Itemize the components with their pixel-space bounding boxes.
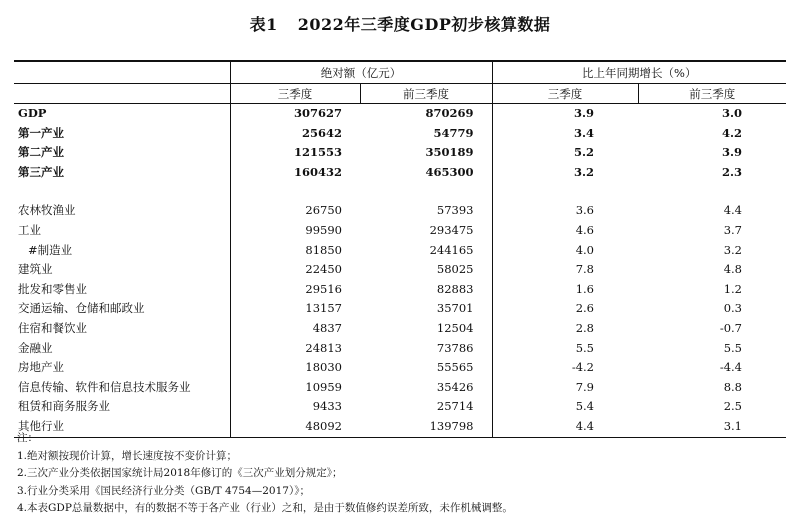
cell-q3-abs: 307627: [230, 104, 360, 124]
cell-ytd-abs: 244165: [429, 242, 474, 257]
corner-header: [14, 61, 230, 84]
table-row: [14, 319, 786, 339]
spacer-cell: [638, 182, 786, 201]
cell-ytd-growth: 4.8: [723, 262, 742, 277]
gdp-table: [14, 60, 786, 438]
note-line: 1.绝对额按现价计算，增长速度按不变价计算；: [17, 449, 238, 462]
spacer-cell: [492, 182, 638, 201]
absolute-value-header: 绝对额（亿元）: [230, 61, 492, 84]
cell-ytd-abs: 35426: [436, 379, 474, 394]
cell-q3-growth: 2.8: [492, 319, 638, 339]
row-label: 建筑业: [18, 262, 53, 277]
row-label: 交通运输、仓储和邮政业: [18, 301, 145, 316]
cell-ytd-growth: 3.0: [721, 106, 742, 120]
cell-q3-abs: 99590: [230, 221, 360, 241]
row-label: 第三产业: [18, 164, 64, 179]
cell-ytd-growth: 4.4: [723, 203, 742, 218]
table-notes: [17, 430, 513, 518]
col-header-ytd-abs: 前三季度: [360, 84, 492, 104]
table-row: [14, 143, 786, 163]
growth-rate-header: 比上年同期增长（%）: [492, 61, 786, 84]
cell-ytd-abs: 73786: [436, 340, 474, 355]
row-label: 金融业: [18, 340, 53, 355]
col-header-ytd-growth: 前三季度: [638, 84, 786, 104]
table-row: [14, 201, 786, 221]
row-label: 批发和零售业: [18, 281, 87, 296]
cell-ytd-abs: 58025: [436, 262, 474, 277]
cell-ytd-growth: 3.1: [638, 417, 786, 437]
table-row: [14, 163, 786, 183]
cell-q3-abs: 48092: [230, 417, 360, 437]
cell-ytd-abs: 293475: [429, 222, 474, 237]
cell-ytd-abs: 55565: [436, 360, 474, 375]
spacer-cell: [230, 182, 360, 201]
col-header-q3-growth: 三季度: [492, 84, 638, 104]
cell-ytd-abs: 139798: [360, 417, 492, 437]
spacer-cell: [360, 182, 492, 201]
cell-q3-growth: 7.8: [492, 260, 638, 280]
cell-q3-growth: 3.6: [492, 201, 638, 221]
note-line: 3.行业分类采用《国民经济行业分类（GB/T 4754—2017）》；: [17, 484, 310, 497]
cell-ytd-abs: 350189: [425, 145, 474, 160]
row-label: 第二产业: [18, 145, 64, 160]
cell-q3-growth: 4.6: [492, 221, 638, 241]
table-row: [14, 280, 786, 300]
cell-ytd-growth: 3.7: [723, 222, 742, 237]
cell-q3-abs: 121553: [230, 143, 360, 163]
table-row: [14, 358, 786, 378]
table-row: [14, 221, 786, 241]
cell-q3-growth: 4.0: [492, 241, 638, 261]
cell-ytd-abs: 12504: [436, 320, 474, 335]
row-label: GDP: [18, 106, 47, 120]
cell-ytd-growth: 3.2: [723, 242, 742, 257]
cell-q3-abs: 26750: [230, 201, 360, 221]
spacer-cell: [14, 182, 230, 201]
cell-ytd-growth: -4.4: [719, 360, 742, 375]
row-label: 房地产业: [18, 360, 64, 375]
cell-ytd-abs: 54779: [433, 125, 474, 140]
cell-ytd-growth: 3.9: [721, 145, 742, 160]
cell-ytd-abs: 25714: [436, 399, 474, 414]
cell-q3-growth: 7.9: [492, 378, 638, 398]
cell-q3-growth: 5.2: [492, 143, 638, 163]
table-title-text: 2022年三季度GDP初步核算数据: [297, 15, 551, 34]
cell-ytd-growth: 0.3: [723, 301, 742, 316]
cell-q3-growth: 1.6: [492, 280, 638, 300]
cell-q3-growth: 3.2: [492, 163, 638, 183]
cell-ytd-abs: 870269: [425, 106, 474, 120]
row-label: 信息传输、软件和信息技术服务业: [18, 379, 191, 394]
table-row: [14, 339, 786, 359]
col-header-q3-abs: 三季度: [230, 84, 360, 104]
cell-q3-abs: 24813: [230, 339, 360, 359]
cell-ytd-abs: 57393: [436, 203, 474, 218]
table-title: [0, 12, 800, 35]
cell-ytd-growth: -0.7: [719, 320, 742, 335]
cell-ytd-growth: 1.2: [723, 281, 742, 296]
cell-q3-abs: 25642: [230, 124, 360, 144]
cell-q3-growth: 3.9: [492, 104, 638, 124]
cell-ytd-abs: 82883: [436, 281, 474, 296]
spacer-row: [14, 182, 786, 201]
table-row: [14, 124, 786, 144]
cell-q3-abs: 18030: [230, 358, 360, 378]
table-row: [14, 241, 786, 261]
table-number: 表1: [249, 15, 278, 34]
cell-ytd-abs: 465300: [425, 164, 474, 179]
cell-q3-abs: 22450: [230, 260, 360, 280]
row-label: 农林牧渔业: [18, 203, 76, 218]
table-row: [14, 104, 786, 124]
table-row: [14, 397, 786, 417]
table-row: [14, 378, 786, 398]
row-label: 工业: [18, 222, 41, 237]
table-body: [14, 104, 786, 438]
cell-q3-growth: 3.4: [492, 124, 638, 144]
table-row: [14, 260, 786, 280]
row-label: #制造业: [28, 242, 73, 257]
cell-q3-growth: 2.6: [492, 299, 638, 319]
corner-header-sub: [14, 84, 230, 104]
cell-q3-abs: 4837: [230, 319, 360, 339]
sub-header-row: [14, 84, 786, 104]
row-label: 其他行业: [14, 417, 230, 437]
cell-q3-abs: 160432: [230, 163, 360, 183]
cell-q3-abs: 9433: [230, 397, 360, 417]
cell-ytd-growth: 5.5: [723, 340, 742, 355]
cell-ytd-abs: 35701: [436, 301, 474, 316]
cell-ytd-growth: 2.3: [721, 164, 742, 179]
cell-q3-abs: 81850: [230, 241, 360, 261]
note-line: 2.三次产业分类依据国家统计局2018年修订的《三次产业划分规定》；: [17, 467, 343, 479]
row-label: 住宿和餐饮业: [18, 320, 87, 335]
row-label: 租赁和商务服务业: [18, 399, 110, 414]
cell-q3-abs: 10959: [230, 378, 360, 398]
cell-q3-abs: 29516: [230, 280, 360, 300]
cell-q3-growth: -4.2: [492, 358, 638, 378]
cell-q3-growth: 5.4: [492, 397, 638, 417]
cell-ytd-growth: 4.2: [721, 125, 742, 140]
cell-ytd-growth: 8.8: [723, 379, 742, 394]
table-row: [14, 299, 786, 319]
cell-q3-growth: 5.5: [492, 339, 638, 359]
note-line: 4.本表GDP总量数据中，有的数据不等于各产业（行业）之和，是由于数值修约误差所致，未作机械调整。: [17, 502, 513, 514]
cell-ytd-growth: 2.5: [723, 399, 742, 414]
row-label: 第一产业: [18, 125, 64, 140]
note-line: 注：: [17, 432, 38, 444]
group-header-row: [14, 61, 786, 84]
cell-q3-growth: 4.4: [492, 417, 638, 437]
cell-q3-abs: 13157: [230, 299, 360, 319]
